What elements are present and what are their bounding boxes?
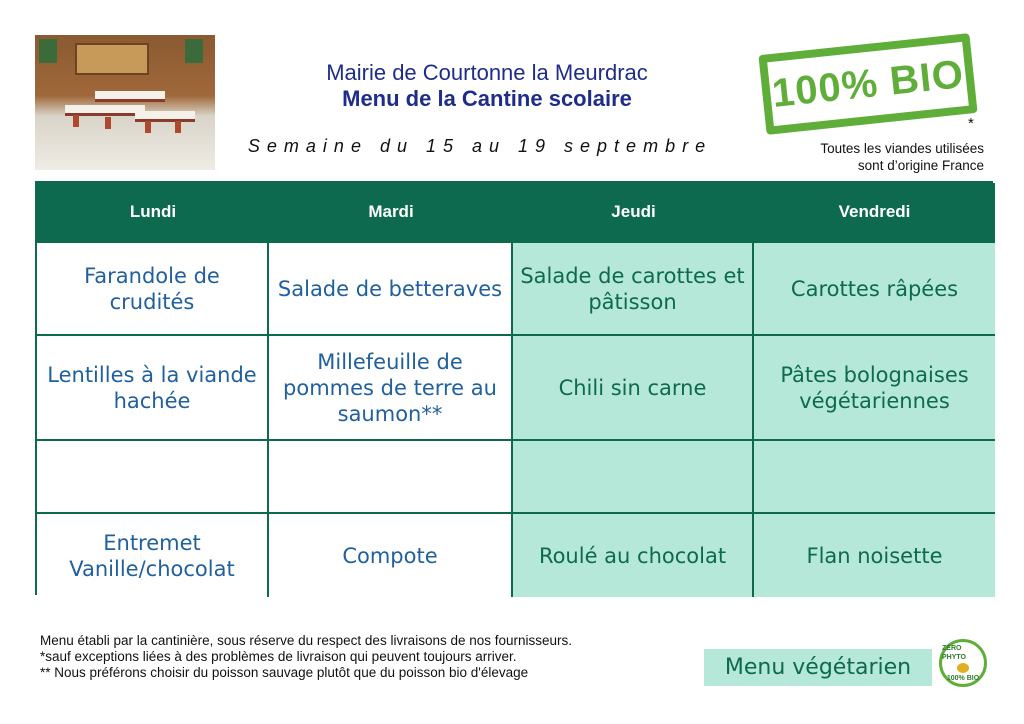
menu-cell-empty: [37, 439, 269, 512]
menu-cell: Salade de betteraves: [269, 241, 513, 334]
origin-line-1: Toutes les viandes utilisées: [820, 141, 984, 156]
week-dates: Semaine du 15 au 19 septembre: [247, 136, 713, 156]
vegetarian-legend: Menu végétarien: [704, 649, 932, 686]
menu-cell-empty: [513, 439, 754, 512]
zero-phyto-logo: [939, 639, 987, 687]
day-header-mardi: Mardi: [269, 183, 513, 241]
bio-stamp-text: 100% BIO: [769, 51, 966, 116]
menu-cell: Millefeuille de pommes de terre au saumon**: [269, 334, 513, 439]
footer-note-1: Menu établi par la cantinière, sous réserve du respect des livraisons de nos fournisseurs.: [40, 633, 573, 648]
menu-cell-vegetarian: Pâtes bolognaises végétariennes: [754, 334, 995, 439]
bee-icon: [957, 663, 969, 673]
menu-table: [35, 181, 993, 595]
menu-cell-empty: [754, 439, 995, 512]
menu-cell: Compote: [269, 512, 513, 597]
menu-cell-vegetarian: Chili sin carne: [513, 334, 754, 439]
town-hall-title: Mairie de Courtonne la Meurdrac: [326, 60, 648, 85]
day-header-vendredi: Vendredi: [754, 183, 995, 241]
footer-notes: [40, 633, 700, 681]
menu-cell-vegetarian: Carottes râpées: [754, 241, 995, 334]
meat-origin-note: [744, 140, 984, 174]
menu-cell-vegetarian: Roulé au chocolat: [513, 512, 754, 597]
footer-note-3: ** Nous préférons choisir du poisson sauvage plutôt que du poisson bio d'élevage: [40, 665, 529, 680]
day-header-jeudi: Jeudi: [513, 183, 754, 241]
asterisk-note-marker: *: [968, 115, 974, 132]
menu-cell-vegetarian: Salade de carottes et pâtisson: [513, 241, 754, 334]
bio-stamp-logo: [758, 33, 977, 135]
classroom-photo: [35, 35, 215, 170]
origin-line-2: sont d’origine France: [857, 158, 984, 173]
footer-note-2: *sauf exceptions liées à des problèmes de livraison qui peuvent toujours arriver.: [40, 649, 517, 664]
menu-cell: Lentilles à la viande hachée: [37, 334, 269, 439]
day-header-lundi: Lundi: [37, 183, 269, 241]
menu-cell-vegetarian: Flan noisette: [754, 512, 995, 597]
logo-top-text: ZÉRO PHYTO: [942, 644, 966, 661]
menu-title: Menu de la Cantine scolaire: [342, 86, 632, 111]
logo-bottom-text: 100% BIO: [946, 674, 980, 682]
menu-cell-empty: [269, 439, 513, 512]
menu-cell: Entremet Vanille/chocolat: [37, 512, 269, 597]
menu-cell: Farandole de crudités: [37, 241, 269, 334]
